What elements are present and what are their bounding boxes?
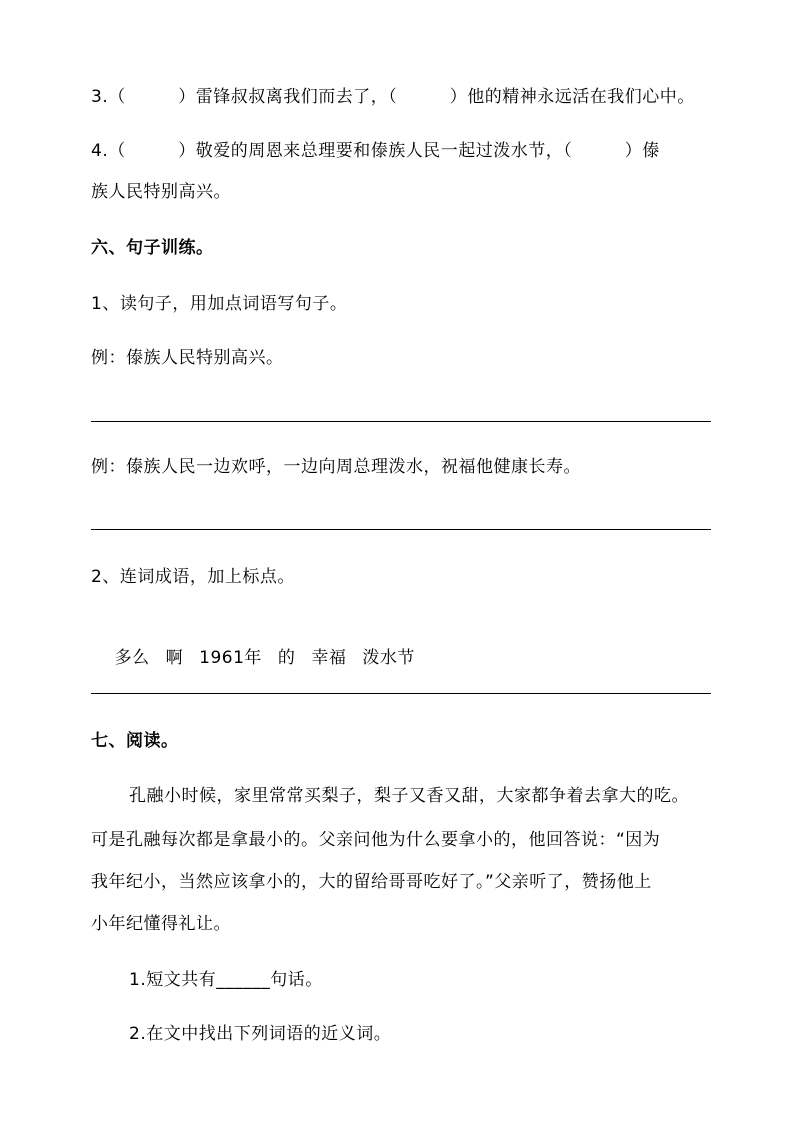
passage-line-2: 可是孔融每次都是拿最小的。父亲问他为什么要拿小的，他回答说：“因为 bbox=[91, 830, 661, 850]
word-3: 1961年 bbox=[199, 648, 262, 668]
passage-line-1: 孔融小时候，家里常常买梨子，梨子又香又甜，大家都争着去拿大的吃。 bbox=[129, 786, 689, 806]
word-2: 啊 bbox=[165, 648, 184, 668]
section-6-question-2: 2、连词成语，加上标点。 bbox=[91, 567, 295, 587]
exercise-item-4-line-2: 族人民特别高兴。 bbox=[91, 182, 231, 202]
reading-question-2: 2.在文中找出下列词语的近义词。 bbox=[129, 1024, 392, 1044]
word-5: 幸福 bbox=[311, 648, 347, 668]
reading-question-1: 1.短文共有______句话。 bbox=[129, 970, 323, 990]
section-6-question-1: 1、读句子，用加点词语写句子。 bbox=[91, 294, 348, 314]
word-4: 的 bbox=[277, 648, 296, 668]
passage-line-3: 我年纪小，当然应该拿小的，大的留给哥哥吃好了。”父亲听了，赞扬他上 bbox=[91, 872, 652, 892]
passage-line-4: 小年纪懂得礼让。 bbox=[91, 914, 231, 934]
word-6: 泼水节 bbox=[362, 648, 415, 668]
answer-line-2[interactable] bbox=[91, 529, 711, 530]
answer-line-1[interactable] bbox=[91, 421, 711, 422]
example-sentence-1: 例：傣族人民特别高兴。 bbox=[91, 348, 284, 368]
word-1: 多么 bbox=[114, 648, 150, 668]
exercise-item-3: 3.（ ）雷锋叔叔离我们而去了，（ ）他的精神永远活在我们心中。 bbox=[91, 87, 695, 107]
exercise-item-4-line-1: 4.（ ）敬爱的周恩来总理要和傣族人民一起过泼水节，（ ）傣 bbox=[91, 141, 660, 161]
section-6-heading: 六、句子训练。 bbox=[91, 238, 214, 258]
word-list bbox=[91, 622, 431, 694]
section-7-heading: 七、阅读。 bbox=[91, 731, 179, 751]
example-sentence-2: 例：傣族人民一边欢呼，一边向周总理泼水，祝福他健康长寿。 bbox=[91, 457, 581, 477]
answer-line-3[interactable] bbox=[91, 693, 711, 694]
